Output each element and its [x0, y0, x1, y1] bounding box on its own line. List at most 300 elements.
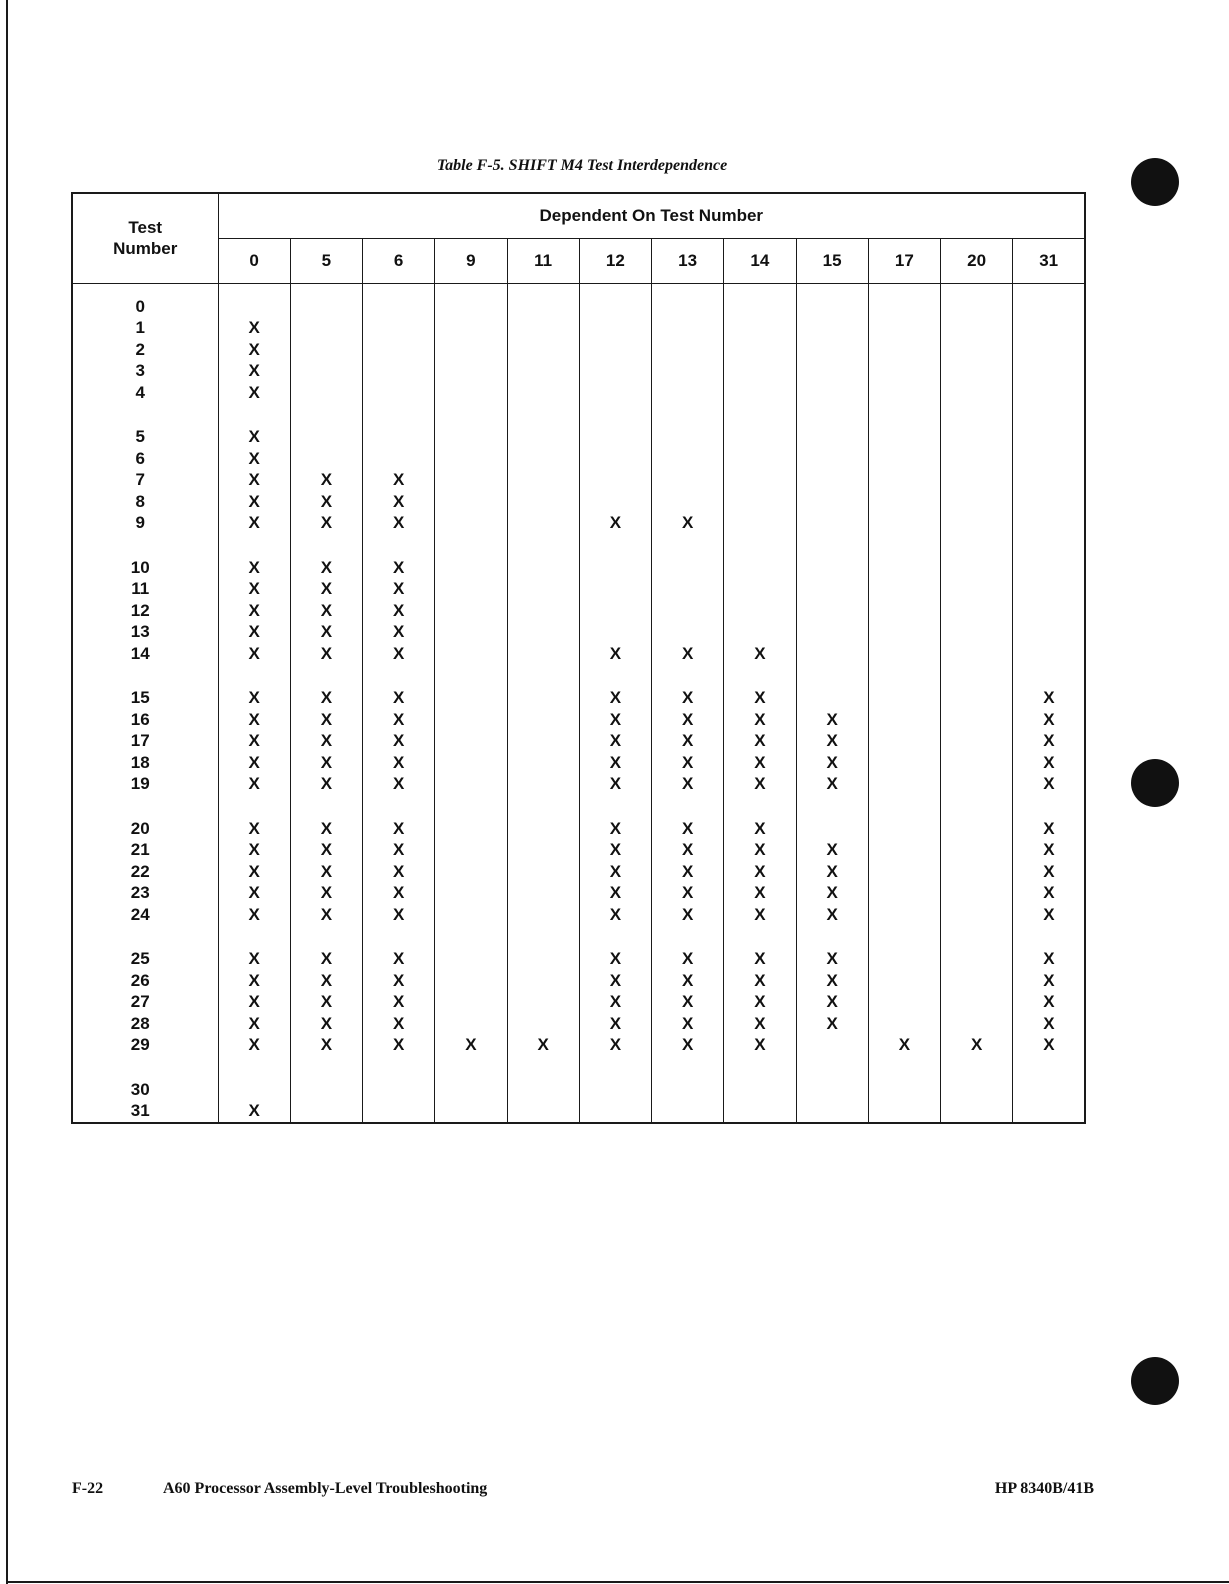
empty-cell	[580, 339, 651, 361]
empty-cell	[941, 643, 1012, 665]
empty-cell	[941, 512, 1012, 534]
empty-cell	[363, 317, 434, 339]
dependency-column-17	[868, 283, 940, 1123]
empty-cell	[869, 448, 940, 470]
empty-cell	[435, 861, 506, 883]
empty-cell	[580, 491, 651, 513]
empty-cell	[291, 1100, 362, 1122]
empty-cell	[508, 491, 579, 513]
dependency-column-20	[941, 283, 1013, 1123]
dependency-mark: X	[754, 949, 766, 968]
dependency-mark: X	[320, 1035, 333, 1054]
dependency-mark: X	[393, 774, 405, 793]
empty-cell	[508, 448, 579, 470]
empty-cell	[869, 512, 940, 534]
empty-cell	[1013, 578, 1084, 600]
test-number: 7	[135, 470, 145, 489]
dependency-mark: X	[682, 949, 694, 968]
dependency-mark: X	[682, 904, 694, 924]
empty-cell	[580, 1100, 651, 1122]
dependency-mark: X	[1043, 752, 1055, 772]
empty-cell	[435, 991, 506, 1013]
empty-cell	[941, 317, 1012, 339]
empty-cell	[435, 970, 506, 992]
dependency-mark: X	[682, 883, 694, 902]
dependency-mark: X	[393, 688, 405, 707]
empty-cell	[941, 709, 1012, 731]
empty-cell	[941, 773, 1012, 795]
empty-cell	[219, 296, 290, 318]
empty-cell	[435, 709, 506, 731]
dependency-column-15	[796, 283, 868, 1123]
dependency-mark: X	[754, 731, 766, 750]
dependency-column-5	[290, 283, 362, 1123]
dependency-mark: X	[609, 1035, 622, 1054]
empty-cell	[363, 1079, 434, 1101]
dependency-mark: X	[393, 513, 405, 532]
dependency-mark: X	[393, 643, 405, 663]
empty-cell	[869, 1079, 940, 1101]
empty-cell	[1013, 317, 1084, 339]
empty-cell	[869, 730, 940, 752]
empty-cell	[941, 426, 1012, 448]
dependency-mark: X	[393, 600, 405, 620]
dependency-mark: X	[1043, 904, 1055, 924]
dependency-mark: X	[537, 1035, 549, 1054]
empty-cell	[1013, 491, 1084, 513]
dependency-mark: X	[320, 622, 333, 641]
dependency-mark: X	[609, 818, 622, 838]
empty-cell	[941, 970, 1012, 992]
empty-cell	[941, 557, 1012, 579]
empty-cell	[797, 296, 868, 318]
dependency-mark: X	[754, 904, 766, 924]
dependency-column-13	[652, 283, 724, 1123]
empty-cell	[508, 469, 579, 491]
dependency-mark: X	[826, 904, 838, 924]
dependency-mark: X	[826, 1013, 838, 1033]
empty-cell	[724, 317, 795, 339]
dependency-mark: X	[682, 688, 694, 707]
dependency-mark: X	[320, 752, 333, 772]
dependency-mark: X	[609, 949, 622, 968]
empty-cell	[652, 448, 723, 470]
empty-cell	[435, 491, 506, 513]
dependency-mark: X	[320, 470, 333, 489]
test-number: 22	[130, 861, 150, 881]
dependency-mark: X	[248, 818, 260, 838]
empty-cell	[869, 861, 940, 883]
empty-cell	[435, 1100, 506, 1122]
empty-cell	[797, 557, 868, 579]
dependency-mark: X	[682, 731, 694, 750]
empty-cell	[941, 818, 1012, 840]
dependency-mark: X	[248, 513, 260, 532]
empty-cell	[869, 643, 940, 665]
empty-cell	[652, 491, 723, 513]
dependency-mark: X	[393, 731, 405, 750]
dependency-mark: X	[320, 513, 333, 532]
dependency-mark: X	[682, 992, 694, 1011]
empty-cell	[797, 578, 868, 600]
empty-cell	[435, 643, 506, 665]
dependency-mark: X	[320, 643, 333, 663]
empty-cell	[435, 557, 506, 579]
dependency-mark: X	[609, 992, 622, 1011]
dependency-mark: X	[320, 709, 333, 729]
empty-cell	[869, 687, 940, 709]
empty-cell	[652, 317, 723, 339]
empty-cell	[869, 557, 940, 579]
empty-cell	[435, 296, 506, 318]
empty-cell	[363, 382, 434, 404]
empty-cell	[797, 382, 868, 404]
empty-cell	[869, 621, 940, 643]
dependency-column-9	[435, 283, 507, 1123]
empty-cell	[580, 469, 651, 491]
dependency-mark: X	[826, 883, 838, 902]
page-bottom-edge-rule	[6, 1581, 1229, 1583]
test-number: 30	[130, 1079, 150, 1099]
empty-cell	[435, 687, 506, 709]
empty-cell	[1013, 1100, 1084, 1122]
dependency-mark: X	[320, 949, 333, 968]
empty-cell	[941, 1100, 1012, 1122]
empty-cell	[508, 512, 579, 534]
dependency-mark: X	[393, 1013, 405, 1033]
empty-cell	[508, 991, 579, 1013]
dependency-mark: X	[393, 904, 405, 924]
empty-cell	[1013, 469, 1084, 491]
empty-cell	[869, 360, 940, 382]
empty-cell	[941, 448, 1012, 470]
dependency-mark: X	[320, 774, 333, 793]
test-number: 16	[130, 709, 150, 729]
column-header-6: 6	[363, 238, 435, 283]
test-number: 25	[130, 949, 150, 968]
test-number: 17	[130, 731, 150, 750]
empty-cell	[797, 687, 868, 709]
dependency-mark: X	[393, 840, 405, 859]
empty-cell	[869, 382, 940, 404]
dependency-mark: X	[465, 1035, 477, 1054]
empty-cell	[724, 339, 795, 361]
empty-cell	[941, 839, 1012, 861]
dependency-mark: X	[682, 513, 694, 532]
empty-cell	[580, 1079, 651, 1101]
dependency-mark: X	[1043, 861, 1055, 881]
empty-cell	[941, 861, 1012, 883]
empty-cell	[1013, 382, 1084, 404]
test-number: 20	[130, 818, 150, 838]
dependency-mark: X	[248, 427, 260, 446]
empty-cell	[797, 1100, 868, 1122]
empty-cell	[724, 426, 795, 448]
dependency-mark: X	[248, 600, 260, 620]
empty-cell	[291, 360, 362, 382]
empty-cell	[363, 448, 434, 470]
empty-cell	[869, 948, 940, 970]
empty-cell	[580, 296, 651, 318]
empty-cell	[797, 621, 868, 643]
dependency-mark: X	[248, 774, 260, 793]
column-header-0: 0	[218, 238, 290, 283]
dependency-mark: X	[1043, 840, 1055, 859]
column-header-5: 5	[290, 238, 362, 283]
dependency-mark: X	[609, 883, 622, 902]
dependency-mark: X	[248, 1013, 260, 1033]
empty-cell	[508, 1100, 579, 1122]
empty-cell	[797, 491, 868, 513]
binder-hole-icon	[1131, 1357, 1179, 1405]
test-number: 24	[130, 904, 150, 924]
empty-cell	[941, 752, 1012, 774]
dependency-mark: X	[754, 1035, 766, 1054]
dependency-mark: X	[393, 883, 405, 902]
test-number: 19	[130, 774, 150, 793]
dependency-mark: X	[393, 970, 405, 990]
dependency-mark: X	[393, 949, 405, 968]
test-number: 23	[130, 883, 150, 902]
empty-cell	[435, 469, 506, 491]
empty-cell	[797, 448, 868, 470]
empty-cell	[508, 426, 579, 448]
empty-cell	[435, 317, 506, 339]
empty-cell	[652, 426, 723, 448]
dependency-mark: X	[320, 992, 333, 1011]
column-header-13: 13	[652, 238, 724, 283]
test-number: 11	[131, 579, 150, 598]
dependency-mark: X	[1043, 1035, 1055, 1054]
column-header-15: 15	[796, 238, 868, 283]
empty-cell	[435, 839, 506, 861]
dependency-column-31	[1013, 283, 1085, 1123]
dependency-mark: X	[320, 1013, 333, 1033]
column-header-14: 14	[724, 238, 796, 283]
empty-cell	[580, 557, 651, 579]
empty-cell	[941, 1013, 1012, 1035]
dependency-mark: X	[754, 883, 766, 902]
empty-cell	[363, 339, 434, 361]
dependency-column-11	[507, 283, 579, 1123]
empty-cell	[508, 621, 579, 643]
empty-cell	[941, 296, 1012, 318]
empty-cell	[869, 600, 940, 622]
empty-cell	[508, 643, 579, 665]
empty-cell	[291, 296, 362, 318]
empty-cell	[508, 557, 579, 579]
dependency-mark: X	[248, 883, 260, 902]
empty-cell	[291, 382, 362, 404]
footer-page-number: F-22	[72, 1480, 104, 1497]
dependency-mark: X	[754, 970, 766, 990]
empty-cell	[652, 578, 723, 600]
empty-cell	[291, 317, 362, 339]
empty-cell	[652, 469, 723, 491]
test-number: 31	[130, 1101, 150, 1120]
empty-cell	[797, 360, 868, 382]
empty-cell	[652, 621, 723, 643]
dependency-mark: X	[248, 709, 260, 729]
empty-cell	[869, 991, 940, 1013]
empty-cell	[869, 709, 940, 731]
empty-cell	[869, 317, 940, 339]
dependency-mark: X	[393, 1035, 405, 1054]
empty-cell	[435, 773, 506, 795]
empty-cell	[1013, 296, 1084, 318]
dependency-mark: X	[393, 861, 405, 881]
test-number: 2	[135, 339, 145, 359]
empty-cell	[508, 296, 579, 318]
empty-cell	[869, 1100, 940, 1122]
empty-cell	[508, 578, 579, 600]
empty-cell	[724, 491, 795, 513]
empty-cell	[941, 600, 1012, 622]
empty-cell	[508, 882, 579, 904]
table-title: Table F-5. SHIFT M4 Test Interdependence	[436, 157, 728, 174]
dependency-mark: X	[1043, 688, 1055, 707]
dependency-mark: X	[1043, 970, 1055, 990]
empty-cell	[869, 818, 940, 840]
empty-cell	[797, 317, 868, 339]
dependency-mark: X	[826, 774, 838, 793]
empty-cell	[797, 426, 868, 448]
dependency-mark: X	[826, 752, 838, 772]
empty-cell	[652, 382, 723, 404]
test-number: 21	[130, 840, 150, 859]
column-header-20: 20	[941, 238, 1013, 283]
empty-cell	[869, 904, 940, 926]
dependency-mark: X	[754, 774, 766, 793]
dependency-mark: X	[393, 992, 405, 1011]
dependency-mark: X	[320, 600, 333, 620]
dependency-mark: X	[682, 643, 694, 663]
empty-cell	[941, 382, 1012, 404]
empty-cell	[363, 1100, 434, 1122]
dependency-column-6	[363, 283, 435, 1123]
test-number: 10	[130, 557, 150, 577]
dependency-column-12	[579, 283, 651, 1123]
empty-cell	[941, 469, 1012, 491]
empty-cell	[435, 818, 506, 840]
test-number: 18	[130, 752, 150, 772]
dependency-mark: X	[609, 688, 622, 707]
test-number: 3	[135, 361, 145, 380]
dependency-mark: X	[826, 992, 838, 1011]
dependency-mark: X	[754, 992, 766, 1011]
empty-cell	[941, 882, 1012, 904]
dependency-mark: X	[609, 731, 622, 750]
empty-cell	[941, 621, 1012, 643]
empty-cell	[1013, 360, 1084, 382]
empty-cell	[291, 448, 362, 470]
footer-model: HP 8340B/41B	[994, 1480, 1094, 1497]
empty-cell	[797, 1034, 868, 1056]
dependency-column-14	[724, 283, 796, 1123]
dependency-mark: X	[826, 840, 838, 859]
empty-cell	[724, 382, 795, 404]
dependency-mark: X	[609, 752, 622, 772]
dependency-mark: X	[682, 970, 694, 990]
empty-cell	[508, 382, 579, 404]
empty-cell	[869, 296, 940, 318]
dependency-mark: X	[248, 448, 260, 468]
dependency-mark: X	[609, 643, 622, 663]
column-header-9: 9	[435, 238, 507, 283]
empty-cell	[869, 839, 940, 861]
empty-cell	[1013, 600, 1084, 622]
dependency-mark: X	[320, 491, 333, 511]
empty-cell	[869, 491, 940, 513]
empty-cell	[291, 426, 362, 448]
test-number: 26	[130, 970, 150, 990]
dependency-mark: X	[248, 491, 260, 511]
empty-cell	[724, 1100, 795, 1122]
dependency-mark: X	[248, 992, 260, 1011]
empty-cell	[219, 1079, 290, 1101]
dependency-mark: X	[609, 513, 622, 532]
dependency-mark: X	[248, 861, 260, 881]
dependency-mark: X	[393, 491, 405, 511]
empty-cell	[797, 339, 868, 361]
empty-cell	[508, 1079, 579, 1101]
dependency-mark: X	[248, 949, 260, 968]
empty-cell	[869, 752, 940, 774]
dependency-mark: X	[248, 688, 260, 707]
empty-cell	[724, 512, 795, 534]
dependency-mark: X	[393, 622, 405, 641]
empty-cell	[291, 1079, 362, 1101]
dependency-mark: X	[754, 861, 766, 881]
dependency-mark: X	[754, 688, 766, 707]
empty-cell	[508, 709, 579, 731]
dependency-mark: X	[393, 818, 405, 838]
test-number: 27	[130, 992, 150, 1011]
dependency-mark: X	[393, 752, 405, 772]
test-number: 8	[135, 491, 145, 511]
column-header-31: 31	[1013, 238, 1085, 283]
dependency-mark: X	[248, 361, 260, 380]
empty-cell	[508, 730, 579, 752]
empty-cell	[435, 1079, 506, 1101]
empty-cell	[869, 426, 940, 448]
dependency-mark: X	[393, 579, 405, 598]
empty-cell	[869, 882, 940, 904]
empty-cell	[435, 382, 506, 404]
test-number: 5	[135, 427, 145, 446]
empty-cell	[724, 296, 795, 318]
dependency-mark: X	[1043, 774, 1055, 793]
empty-cell	[1013, 339, 1084, 361]
empty-cell	[724, 600, 795, 622]
dependency-mark: X	[754, 752, 766, 772]
empty-cell	[363, 360, 434, 382]
dependency-mark: X	[248, 622, 260, 641]
empty-cell	[941, 904, 1012, 926]
empty-cell	[941, 339, 1012, 361]
test-number: 0	[135, 296, 145, 316]
empty-cell	[435, 948, 506, 970]
row-header-test-number	[72, 193, 218, 283]
empty-cell	[435, 882, 506, 904]
empty-cell	[724, 469, 795, 491]
empty-cell	[797, 469, 868, 491]
empty-cell	[291, 339, 362, 361]
dependency-mark: X	[248, 382, 260, 402]
dependency-mark: X	[320, 840, 333, 859]
empty-cell	[508, 818, 579, 840]
test-number: 29	[130, 1035, 150, 1054]
